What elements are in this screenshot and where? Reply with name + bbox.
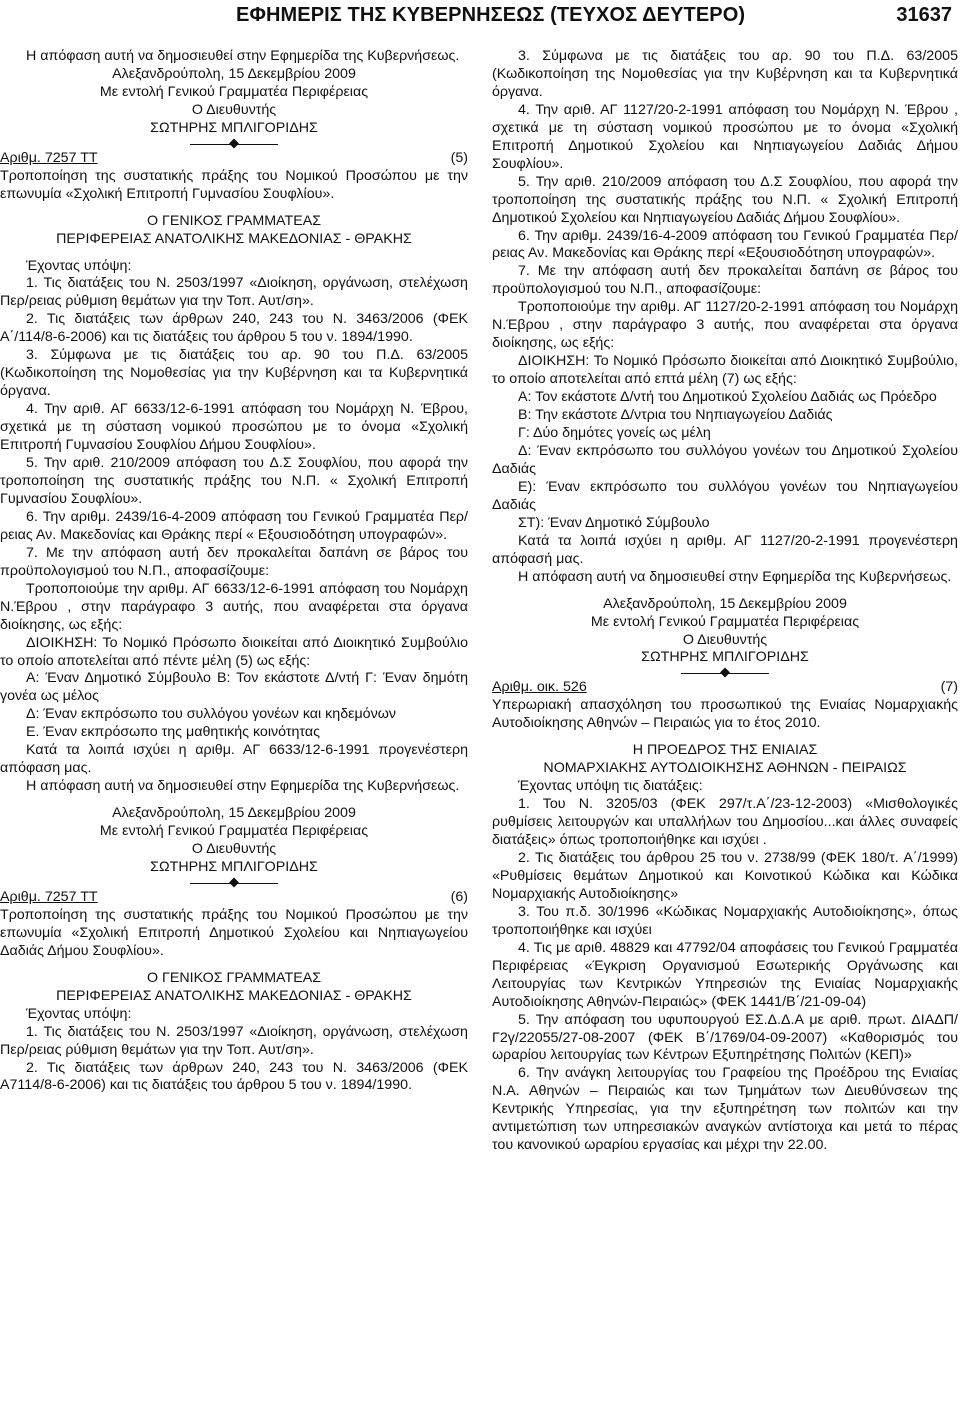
document-reference bbox=[0, 150, 468, 168]
board-member: Γ: Δύο δημότες γονείς ως μέλη bbox=[518, 425, 711, 442]
decision-text: Τροποποιούμε την αριθμ. ΑΓ 1127/20-2-1991 απόφαση του Νομάρχη Ν.Έβρου , στην παράγραφο 3 αυτής, που αναφέρεται στα όργανα διοίκησης, ως εξής: bbox=[492, 299, 958, 352]
reference-number: Αριθμ. 7257 ΤΤ bbox=[0, 149, 98, 166]
consideration-item: 6. Την ανάγκη λειτουργίας του Γραφείου της Προέδρου της Ενιαίας Ν.Α. Αθηνών – Πειραιώς και των Τμημάτων των Διευθύνσεων της Κεντρικής Υπηρεσίας, για την εξυπηρέτηση των πολιτών και την αντιμετώπιση των υπηρεσιακών αναγκών αντίστοιχα και μετά το πέρας του κανονικού ωραρίου εργασίας και μέχρι την 22.00. bbox=[492, 1065, 958, 1154]
consideration-item: 6. Την αριθμ. 2439/16-4-2009 απόφαση του Γενικού Γραμματέα Περ/ρειας Αν. Μακεδονίας και Θράκης περί «Εξουσιοδότηση υπογραφών». bbox=[492, 227, 958, 262]
board-member: ΣΤ): Έναν Δημοτικό Σύμβουλο bbox=[518, 514, 710, 531]
document-subject: Υπερωριακή απασχόληση του προσωπικού της Ενιαίας Νομαρχιακής Αυτοδιοίκησης Αθηνών – Πειραιώς για το έτος 2010. bbox=[492, 697, 958, 732]
board-member: Δ: Έναν εκπρόσωπο του συλλόγου γονέων και κηδεμόνων bbox=[26, 706, 396, 723]
consideration-item: 4. Τις με αριθ. 48829 και 47792/04 αποφάσεις του Γενικού Γραμματέα Περιφέρειας «Έγκριση Οργανισμού Εσωτερικής Οργάνωσης και Λειτουργίας των Κεντρικών Υπηρεσιών της Ενιαίας Νομαρχιακής Αυτοδιοίκησης Αθηνών-Πειραιώς» (ΦΕΚ 1441/Β΄/21-09-04) bbox=[492, 939, 958, 1010]
signer-role: Ο Διευθυντής bbox=[191, 841, 277, 858]
signature-order: Με εντολή Γενικού Γραμματέα Περιφέρειας bbox=[99, 823, 369, 840]
consideration-item: 7. Με την απόφαση αυτή δεν προκαλείται δαπάνη σε βάρος του προϋπολογισμού του Ν.Π., αποφασίζουμε: bbox=[0, 544, 468, 579]
reference-index: (5) bbox=[450, 149, 468, 166]
place-date: Αλεξανδρούπολη, 15 Δεκεμβρίου 2009 bbox=[603, 595, 847, 612]
publish-statement: Η απόφαση αυτή να δημοσιευθεί στην Εφημερίδα της Κυβερνήσεως. bbox=[26, 778, 460, 795]
consideration-item: 6. Την αριθμ. 2439/16-4-2009 απόφαση του Γενικού Γραμματέα Περ/ρειας Αν. Μακεδονίας και Θράκης περί « Εξουσιοδότηση υπογραφών». bbox=[0, 508, 468, 543]
board-member: Δ: Έναν εκπρόσωπο του συλλόγου γονέων του Δημοτικού Σχολείου Δαδιάς bbox=[492, 442, 958, 477]
section-divider bbox=[190, 138, 278, 150]
issuing-authority: Ο ΓΕΝΙΚΟΣ ΓΡΑΜΜΑΤΕΑΣ bbox=[146, 212, 322, 229]
consideration-item: 1. Τις διατάξεις του Ν. 2503/1997 «Διοίκηση, οργάνωση, στελέχωση Περ/ρειας ρύθμιση θεμάτων για την Τοπ. Αυτ/ση». bbox=[0, 1023, 468, 1058]
section-divider bbox=[190, 877, 278, 889]
issuing-authority-region: ΝΟΜΑΡΧΙΑΚΗΣ ΑΥΤΟΔΙΟΙΚΗΣΗΣ ΑΘΗΝΩΝ - ΠΕΙΡΑΙΩΣ bbox=[543, 760, 907, 777]
publish-statement: Η απόφαση αυτή να δημοσιευθεί στην Εφημερίδα της Κυβερνήσεως. bbox=[26, 48, 460, 64]
consideration-item: 4. Την αριθ. ΑΓ 6633/12-6-1991 απόφαση του Νομάρχη Ν. Έβρου, σχετικά με τη σύσταση νομικού προσώπου με το όνομα «Σχολική Επιτροπή Γυμνασίου Σουφλίου Δήμου Σουφλίου». bbox=[0, 401, 468, 454]
issuing-authority-region: ΠΕΡΙΦΕΡΕΙΑΣ ΑΝΑΤΟΛΙΚΗΣ ΜΑΚΕΔΟΝΙΑΣ - ΘΡΑΚΗΣ bbox=[56, 230, 412, 247]
signer-name: ΣΩΤΗΡΗΣ ΜΠΛΙΓΟΡΙΔΗΣ bbox=[641, 649, 809, 666]
consideration-item: 3. Σύμφωνα με τις διατάξεις του αρ. 90 του Π.Δ. 63/2005 (Κωδικοποίηση της Νομοθεσίας για την Κυβέρνηση και τα Κυβερνητικά όργανα. bbox=[0, 347, 468, 400]
right-column bbox=[492, 48, 958, 1155]
reference-number: Αριθμ. 7257 ΤΤ bbox=[0, 888, 98, 905]
consideration-item: 2. Τις διατάξεις των άρθρων 240, 243 του Ν. 3463/2006 (ΦΕΚ Α΄/114/8-6-2006) και τις διατάξεις του άρθρου 5 του ν. 1894/1990. bbox=[0, 311, 468, 346]
page-header bbox=[0, 0, 960, 36]
consideration-item: 3. Του π.δ. 30/1996 «Κώδικας Νομαρχιακής Αυτοδιοίκησης», όπως τροποποιήθηκε και ισχύει bbox=[492, 903, 958, 938]
consideration-item: 5. Την αριθ. 210/2009 απόφαση του Δ.Σ Σουφλίου, που αφορά την τροποποίηση της συστατικής πράξης του Ν.Π. « Σχολική Επιτροπή Δημοτικού Σχολείου και Νηπιαγωγείου Δαδιάς Δήμου Σουφλίου». bbox=[492, 173, 958, 226]
decision-text: Τροποποιούμε την αριθμ. ΑΓ 6633/12-6-1991 απόφαση του Νομάρχη Ν.Έβρου , στην παράγραφο 3 αυτής, που αναφέρεται στα όργανα διοίκησης, ως εξής: bbox=[0, 580, 468, 633]
signature-order: Με εντολή Γενικού Γραμματέα Περιφέρειας bbox=[590, 613, 860, 630]
reference-index: (7) bbox=[940, 679, 958, 696]
consideration-item: 7. Με την απόφαση αυτή δεν προκαλείται δαπάνη σε βάρος του προϋπολογισμού του Ν.Π., αποφασίζουμε: bbox=[492, 263, 958, 298]
board-member: Α: Τον εκάστοτε Δ/ντή του Δημοτικού Σχολείου Δαδιάς ως Πρόεδρο bbox=[518, 389, 937, 406]
signer-role: Ο Διευθυντής bbox=[682, 631, 768, 648]
reference-number: Αριθμ. οικ. 526 bbox=[492, 679, 587, 696]
consideration-item: 4. Την αριθ. ΑΓ 1127/20-2-1991 απόφαση του Νομάρχη Ν. Έβρου , σχετικά με τη σύσταση νομικού προσώπου με το όνομα «Σχολική Επιτροπή Δημοτικού Σχολείου και Νηπιαγωγείου Δαδιάς Δήμου Σουφλίου». bbox=[492, 101, 958, 172]
remaining-provisions: Κατά τα λοιπά ισχύει η αριθμ. ΑΓ 1127/20-2-1991 προγενέστερη απόφασή μας. bbox=[492, 532, 958, 567]
consideration-item: 5. Την αριθ. 210/2009 απόφαση του Δ.Σ Σουφλίου, που αφορά την τροποποίηση της συστατικής πράξης του Ν.Π. « Σχολική Επιτροπή Γυμνασίου Σουφλίου». bbox=[0, 455, 468, 507]
signature-order: Με εντολή Γενικού Γραμματέα Περιφέρειας bbox=[99, 83, 369, 100]
considering-heading: Έχοντας υπόψη: bbox=[26, 1005, 132, 1022]
place-date: Αλεξανδρούπολη, 15 Δεκεμβρίου 2009 bbox=[112, 65, 356, 82]
document-subject: Τροποποίηση της συστατικής πράξης του Νομικού Προσώπου με την επωνυμία «Σχολική Επιτροπή Γυμνασίου Σουφλίου». bbox=[0, 167, 468, 202]
consideration-item: 2. Τις διατάξεις του άρθρου 25 του ν. 2738/99 (ΦΕΚ 180/τ. Α΄/1999) «Ρυθμίσεις θεμάτων Δημοτικού και Κοινοτικού Κώδικα και Κώδικα Νομαρχιακής Αυτοδιοίκησης» bbox=[492, 849, 958, 902]
page-number: 31637 bbox=[896, 4, 952, 26]
place-date: Αλεξανδρούπολη, 15 Δεκεμβρίου 2009 bbox=[112, 805, 356, 822]
board-composition: ΔΙΟΙΚΗΣΗ: Το Νομικό Πρόσωπο διοικείται από Διοικητικό Συμβούλιο, το οποίο αποτελείται από επτά μέλη (7) ως εξής: bbox=[492, 353, 958, 388]
board-member: Ε): Έναν εκπρόσωπο του συλλόγου γονέων του Νηπιαγωγείου Δαδιάς bbox=[492, 478, 958, 513]
remaining-provisions: Κατά τα λοιπά ισχύει η αριθμ. ΑΓ 6633/12-6-1991 προγενέστερη απόφαση μας. bbox=[0, 742, 468, 777]
signer-name: ΣΩΤΗΡΗΣ ΜΠΛΙΓΟΡΙΔΗΣ bbox=[150, 119, 318, 136]
document-subject: Τροποποίηση της συστατικής πράξης του Νομικού Προσώπου με την επωνυμία «Σχολική Επιτροπή Δημοτικού Σχολείου και Νηπιαγωγείου Δαδιάς Δήμου Σουφλίου». bbox=[0, 906, 468, 959]
board-composition: ΔΙΟΙΚΗΣΗ: Το Νομικό Πρόσωπο διοικείται από Διοικητικό Συμβούλιο το οποίο αποτελείται από πέντε μέλη (5) ως εξής: bbox=[0, 634, 468, 669]
document-reference bbox=[0, 889, 468, 907]
considering-heading: Έχοντας υπόψη: bbox=[26, 257, 132, 274]
section-divider bbox=[681, 667, 769, 679]
board-member: Ε. Έναν εκπρόσωπο της μαθητικής κοινότητας bbox=[26, 724, 320, 741]
signer-name: ΣΩΤΗΡΗΣ ΜΠΛΙΓΟΡΙΔΗΣ bbox=[150, 858, 318, 875]
considering-heading: Έχοντας υπόψη τις διατάξεις: bbox=[518, 778, 703, 795]
gazette-title: ΕΦΗΜΕΡΙΣ ΤΗΣ ΚΥΒΕΡΝΗΣΕΩΣ (ΤΕΥΧΟΣ ΔΕΥΤΕΡΟ) bbox=[236, 4, 746, 26]
left-column bbox=[0, 48, 468, 1095]
consideration-item: 3. Σύμφωνα με τις διατάξεις του αρ. 90 του Π.Δ. 63/2005 (Κωδικοποίηση της Νομοθεσίας για την Κυβέρνηση και τα Κυβερνητικά όργανα. bbox=[492, 48, 958, 100]
consideration-item: 1. Τις διατάξεις του Ν. 2503/1997 «Διοίκηση, οργάνωση, στελέχωση Περ/ρειας ρύθμιση θεμάτων για την Τοπ. Αυτ/ση». bbox=[0, 275, 468, 310]
publish-statement: Η απόφαση αυτή να δημοσιευθεί στην Εφημερίδα της Κυβερνήσεως. bbox=[518, 568, 952, 585]
consideration-item: 5. Την απόφαση του υφυπουργού ΕΣ.Δ.Δ.Α με αριθ. πρωτ. ΔΙΑΔΠ/Γ2γ/22055/27-08-2007 (ΦΕΚ Β΄/1769/04-09-2007) «Καθορισμός του ωραρίου λειτουργίας των Κέντρων Εξυπηρέτησης Πολιτών (ΚΕΠ)» bbox=[492, 1011, 958, 1064]
signer-role: Ο Διευθυντής bbox=[191, 101, 277, 118]
board-member: Β: Την εκάστοτε Δ/ντρια του Νηπιαγωγείου Δαδιάς bbox=[518, 407, 833, 424]
issuing-authority: Ο ΓΕΝΙΚΟΣ ΓΡΑΜΜΑΤΕΑΣ bbox=[146, 969, 322, 986]
document-reference bbox=[492, 679, 958, 697]
issuing-authority-region: ΠΕΡΙΦΕΡΕΙΑΣ ΑΝΑΤΟΛΙΚΗΣ ΜΑΚΕΔΟΝΙΑΣ - ΘΡΑΚΗΣ bbox=[56, 987, 412, 1004]
issuing-authority: Η ΠΡΟΕΔΡΟΣ ΤΗΣ ΕΝΙΑΙΑΣ bbox=[632, 742, 818, 759]
reference-index: (6) bbox=[450, 888, 468, 905]
consideration-item: 2. Τις διατάξεις των άρθρων 240, 243 του Ν. 3463/2006 (ΦΕΚ Α7114/8-6-2006) και τις διατάξεις του άρθρου 5 του ν. 1894/1990. bbox=[0, 1059, 468, 1094]
board-member: Α: Έναν Δημοτικό Σύμβουλο Β: Τον εκάστοτε Δ/ντή Γ: Έναν δημότη γονέα ως μέλος bbox=[0, 670, 468, 705]
consideration-item: 1. Του Ν. 3205/03 (ΦΕΚ 297/τ.Α΄/23-12-2003) «Μισθολογικές ρυθμίσεις λειτουργών και υπαλλήλων του Δημοσίου...και άλλες συναφείς διατάξεις» όπως τροποποιήθηκε και ισχύει . bbox=[492, 796, 958, 849]
